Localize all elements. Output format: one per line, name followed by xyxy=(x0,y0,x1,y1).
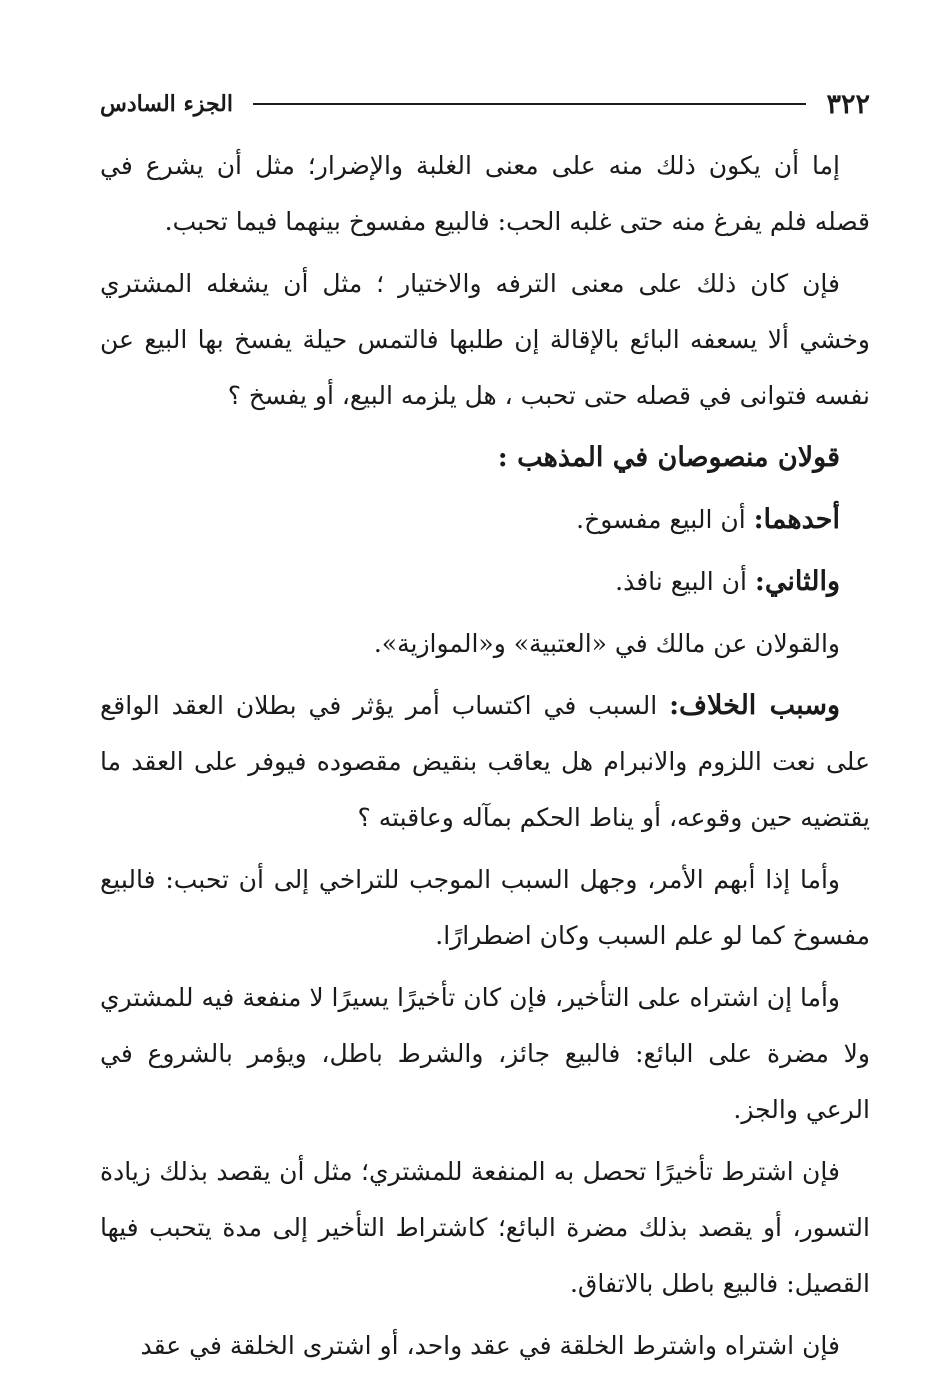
header-rule xyxy=(253,103,807,105)
paragraph-text: فإن اشتراه واشترط الخلقة في عقد واحد، أو اشترى الخلقة في عقد xyxy=(140,1331,840,1360)
paragraph xyxy=(100,1318,870,1374)
running-head: الجزء السادس xyxy=(100,91,233,117)
paragraph xyxy=(100,852,870,964)
paragraph-lead: والثاني: xyxy=(754,566,840,597)
paragraph-text: وأما إذا أبهم الأمر، وجهل السبب الموجب للتراخي إلى أن تحبب: فالبيع مفسوخ كما لو علم السبب وكان اضطرارًا. xyxy=(100,865,870,950)
paragraph-lead: وسبب الخلاف: xyxy=(669,690,840,721)
paragraph-text: إما أن يكون ذلك منه على معنى الغلبة والإضرار؛ مثل أن يشرع في قصله فلم يفرغ منه حتى غلبه الحب: فالبيع مفسوخ بينهما فيما تحبب. xyxy=(100,151,870,236)
paragraph-text: فإن اشترط تأخيرًا تحصل به المنفعة للمشتري؛ مثل أن يقصد بذلك زيادة التسور، أو يقصد بذلك مضرة البائع؛ كاشتراط التأخير إلى مدة يتحبب فيها القصيل: فالبيع باطل بالاتفاق. xyxy=(100,1157,870,1298)
paragraph xyxy=(100,678,870,846)
paragraph-lead: أحدهما: xyxy=(753,504,840,535)
body-text xyxy=(100,138,870,1380)
paragraph xyxy=(100,616,870,672)
paragraph-text: وأما إن اشتراه على التأخير، فإن كان تأخيرًا يسيرًا لا منفعة فيه للمشتري ولا مضرة على البائع: فالبيع جائز، والشرط باطل، ويؤمر بالشروع في الرعي والجز. xyxy=(99,983,870,1124)
paragraph-text: فإن كان ذلك على معنى الترفه والاختيار ؛ مثل أن يشغله المشتري وخشي ألا يسعفه البائع بالإقالة إن طلبها فالتمس حيلة يفسخ بها البيع عن نفسه فتوانى في قصله حتى تحبب ، هل يلزمه البيع، أو يفسخ ؟ xyxy=(100,269,870,410)
page-number: ٣٢٢ xyxy=(826,88,870,120)
page-header xyxy=(100,84,870,124)
paragraph-text: أن البيع مفسوخ. xyxy=(576,505,754,534)
paragraph xyxy=(100,554,870,610)
paragraph xyxy=(100,138,870,250)
paragraph xyxy=(100,1144,870,1312)
heading-text: قولان منصوصان في المذهب : xyxy=(497,442,840,473)
paragraph xyxy=(100,256,870,424)
paragraph-text: والقولان عن مالك في «العتبية» و«الموازية». xyxy=(373,629,840,658)
paragraph-text: السبب في اكتساب أمر يؤثر في بطلان العقد الواقع على نعت اللزوم والانبرام هل يعاقب بنقيض مقصوده فيوفر على العقد ما يقتضيه حين وقوعه، أو يناط الحكم بمآله وعاقبته ؟ xyxy=(100,691,870,832)
section-heading xyxy=(100,430,870,486)
paragraph xyxy=(100,970,870,1138)
paragraph-text: أن البيع نافذ. xyxy=(615,567,755,596)
paragraph xyxy=(100,492,870,548)
